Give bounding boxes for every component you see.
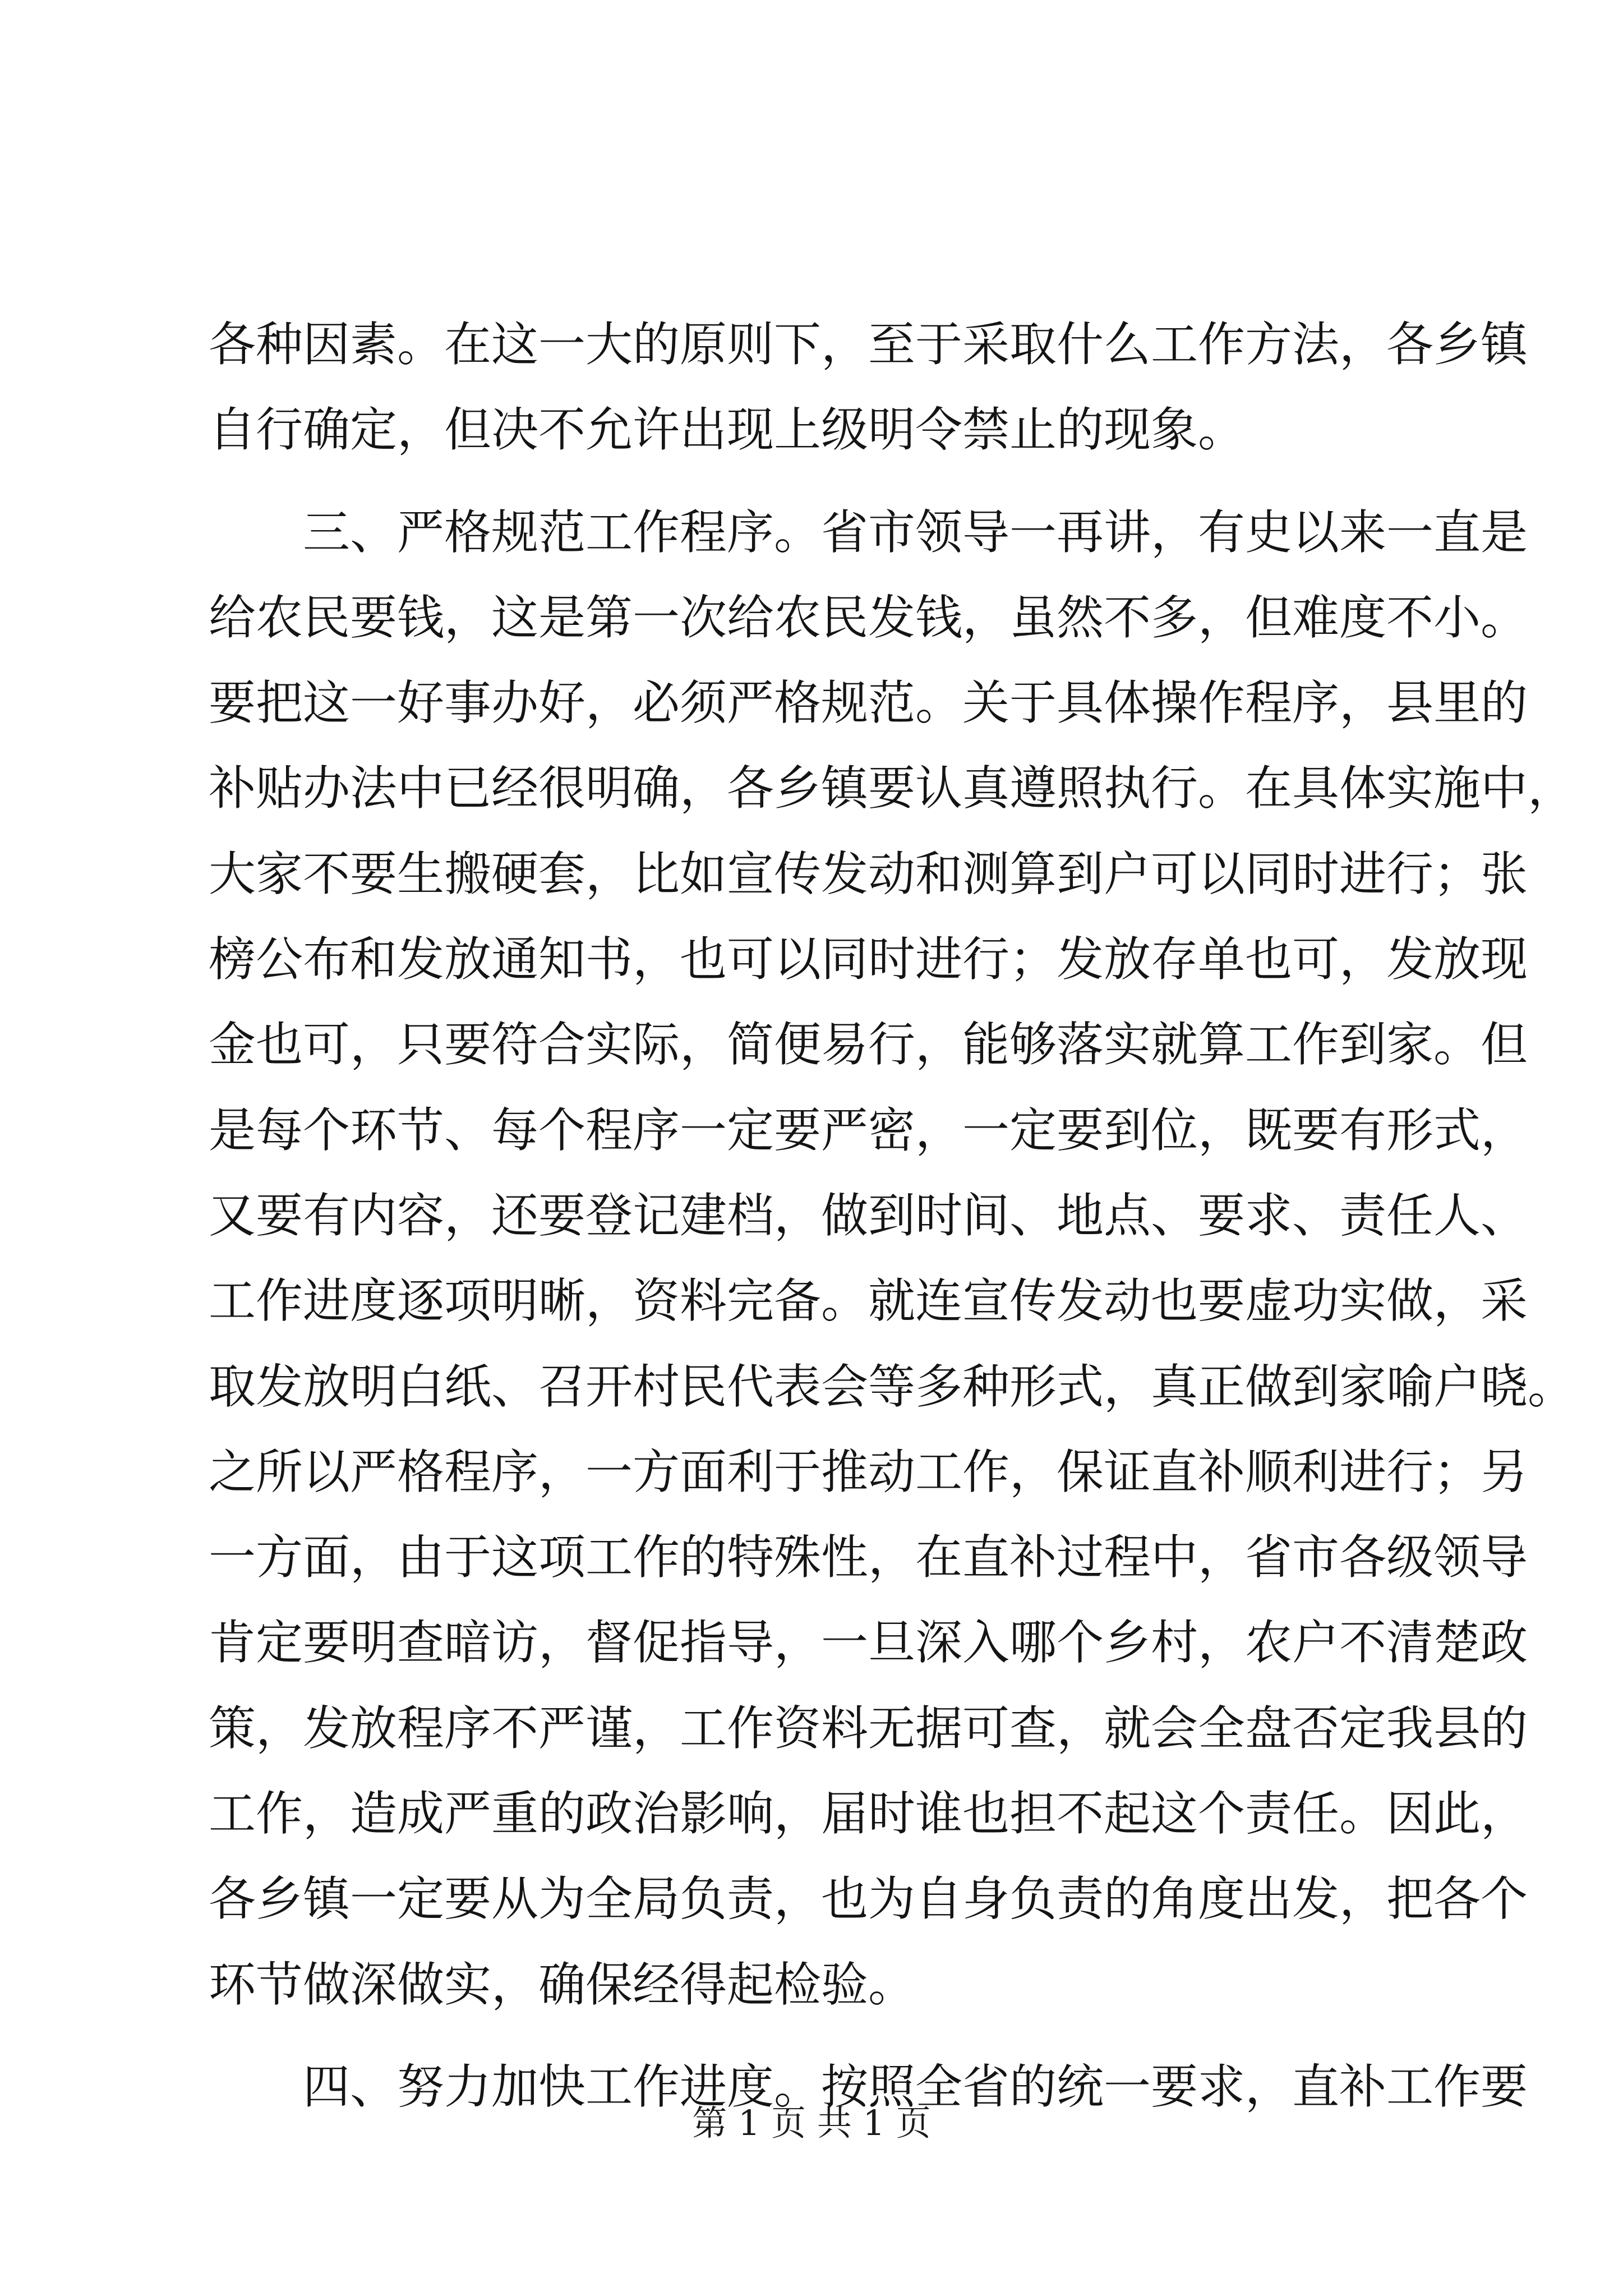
paragraph: [209, 490, 1575, 2027]
text-line: 补贴办法中已经很明确，各乡镇要认真遵照执行。在具体实施中，: [209, 761, 1575, 816]
paragraph: [209, 302, 1528, 473]
text-line: 各乡镇一定要从为全局负责，也为自身负责的角度出发，把各个: [209, 1871, 1528, 1927]
page-number-footer: 第 1 页 共 1 页: [692, 2102, 931, 2143]
text-line: 各种因素。在这一大的原则下，至于采取什么工作方法，各乡镇: [209, 317, 1528, 372]
text-line: 给农民要钱，这是第一次给农民发钱，虽然不多，但难度不小。: [209, 590, 1528, 645]
text-line: 取发放明白纸、召开村民代表会等多种形式，真正做到家喻户晓。: [209, 1359, 1575, 1414]
text-line: 要把这一好事办好，必须严格规范。关于具体操作程序，县里的: [209, 675, 1528, 731]
text-line: 四、努力加快工作进度。按照全省的统一要求，直补工作要: [209, 2059, 1528, 2114]
body-text: [209, 302, 1575, 2129]
text-line: 策，发放程序不严谨，工作资料无据可查，就会全盘否定我县的: [209, 1700, 1528, 1756]
text-line: 金也可，只要符合实际，简便易行，能够落实就算工作到家。但: [209, 1017, 1528, 1073]
text-line: 肯定要明查暗访，督促指导，一旦深入哪个乡村，农户不清楚政: [209, 1615, 1528, 1671]
text-line: 环节做深做实，确保经得起检验。: [209, 1957, 916, 2012]
text-line: 是每个环节、每个程序一定要严密，一定要到位，既要有形式，: [209, 1102, 1528, 1158]
text-line: 之所以严格程序，一方面利于推动工作，保证直补顺利进行；另: [209, 1444, 1528, 1499]
text-line: 又要有内容，还要登记建档，做到时间、地点、要求、责任人、: [209, 1188, 1528, 1243]
text-line: 自行确定，但决不允许出现上级明令禁止的现象。: [209, 402, 1246, 458]
text-line: 榜公布和发放通知书，也可以同时进行；发放存单也可，发放现: [209, 932, 1528, 987]
text-line: 工作进度逐项明晰，资料完备。就连宣传发动也要虚功实做，采: [209, 1273, 1528, 1329]
text-line: 三、严格规范工作程序。省市领导一再讲，有史以来一直是: [209, 504, 1528, 560]
text-line: 一方面，由于这项工作的特殊性，在直补过程中，省市各级领导: [209, 1530, 1528, 1585]
text-line: 大家不要生搬硬套，比如宣传发动和测算到户可以同时进行；张: [209, 846, 1528, 901]
text-line: 工作，造成严重的政治影响，届时谁也担不起这个责任。因此，: [209, 1786, 1528, 1842]
